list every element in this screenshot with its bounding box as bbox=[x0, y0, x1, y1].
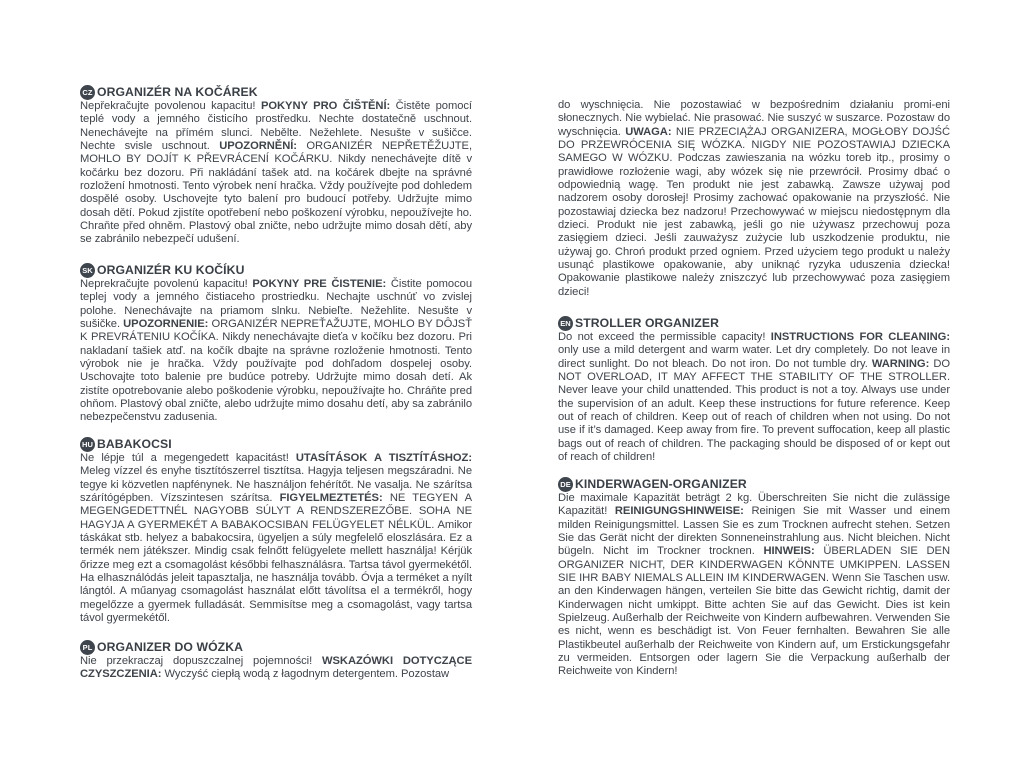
section-title: ORGANIZER DO WÓZKA bbox=[97, 640, 244, 654]
section-title: STROLLER ORGANIZER bbox=[575, 316, 719, 330]
section-text: Nie przekraczaj dopuszczalnej pojemności! WSKAZÓWKI DOTYCZĄCE CZYSZCZENIA: Wyczyść ciepłą wodą z łagodnym detergentem. Pozostaw bbox=[80, 655, 473, 681]
section-sk bbox=[80, 262, 472, 425]
language-badge-en: EN bbox=[558, 316, 573, 331]
section-title: KINDERWAGEN-ORGANIZER bbox=[575, 477, 747, 491]
section-heading bbox=[80, 84, 472, 100]
section-text: Die maximale Kapazität beträgt 2 kg. Überschreiten Sie nicht die zulässige Kapazität! REINIGUNGSHINWEISE: Reinigen Sie mit Wasser und einem milden Reinigungsmittel. Lassen Sie es zum Trocknen aufrecht stehen. Setzen Sie das Gerät nicht der direkten Sonneneinstrahlung aus. Nicht bleichen. Nicht bügeln. Nicht im Trockner trocknen. HINWEIS: ÜBERLADEN SIE DEN ORGANIZER NICHT, DER KINDERWAGEN KÖNNTE UMKIPPEN. LASSEN SIE IHR BABY NIEMALS ALLEIN IM KINDERWAGEN. Wenn Sie Taschen usw. an den Kinderwagen hängen, verteilen Sie bitte das Gewicht richtig, damit der Kinderwagen nicht umkippt. Bitte achten Sie auf das Gewicht. Dies ist kein Spielzeug. Außerhalb der Reichweite von Kindern aufbewahren. Verwenden Sie es nicht, wenn es beschädigt ist. Von Feuer fernhalten. Bewahren Sie alle Plastikbeutel außerhalb der Reichweite von Kindern auf, um Erstickungsgefahr zu vermeiden. Entsorgen oder lagern Sie die Verpackung außerhalb der Reichweite von Kindern! bbox=[558, 492, 951, 678]
section-en bbox=[558, 315, 950, 464]
section-text: Ne lépje túl a megengedett kapacitást! UTASÍTÁSOK A TISZTÍTÁSHOZ: Meleg vízzel és enyhe tisztítószerrel tisztítsa. Hagyja teljesen megszáradni. Ne tegye ki közvetlen napfénynek. Ne használjon fehérítőt. Ne vasalja. Ne szárítsa szárítógépben. Vízszintesen szárítsa. FIGYELMEZTETÉS: NE TEGYEN A MEGENGEDETTNÉL NAGYOBB SÚLYT A RENDSZEREZŐBE. SOHA NE HAGYJA A GYERMEKÉT A BABAKOCSIBAN FELÜGYELET NÉLKÜL. Amikor táskákat stb. helyez a babakocsira, ügyeljen a súly megfelelő eloszlására. Ez a termék nem játékszer. Mindig csak felnőtt felügyelete mellett használja! Kérjük őrizze meg ezt a csomagolást későbbi felhasználásra. Tartsa távol gyermekétől. Ha elhasználódás jeleit tapasztalja, ne használja tovább. Óvja a terméket a nyílt lángtól. A műanyag csomagolást használat előtt távolítsa el a termékről, hogy megelőzze a gyermek fulladását. Semmisítse meg a csomagolást, vagy tartsa távol gyermekétől. bbox=[80, 452, 472, 625]
section-text: Nepřekračujte povolenou kapacitu! POKYNY PRO ČIŠTĚNÍ: Čistěte pomocí teplé vody a jemného čisticího prostředku. Nechte dostatečně uschnout. Nenechávejte na přímém slunci. Nebělte. Nežehlete. Nesušte v sušičce. Nechte svisle uschnout. UPOZORNĚNÍ: ORGANIZÉR NEPŘETĚŽUJTE, MOHLO BY DOJÍT K PŘEVRÁCENÍ KOČÁRKU. Nikdy nenechávejte dítě v kočárku bez dozoru. Při nakládání tašek atd. na kočárek dbejte na správné rozložení hmotnosti. Tento výrobek není hračka. Vždy používejte pod dohledem dospělé osoby. Uschovejte tyto balení pro budoucí potřeby. Udržujte mimo dosah dětí. Pokud zjistíte opotřebení nebo poškození výrobku, nepoužívejte ho. Chraňte před ohněm. Plastový obal zničte, nebo udržujte mimo dosah dětí, aby se zabránilo nebezpečí udušení. bbox=[80, 100, 473, 246]
section-heading bbox=[558, 476, 950, 492]
section-de bbox=[558, 476, 950, 679]
section-title: ORGANIZÉR KU KOČÍKU bbox=[97, 263, 245, 277]
section-pl-continued bbox=[558, 99, 950, 299]
section-heading bbox=[558, 315, 950, 331]
language-badge-cz: CZ bbox=[80, 85, 95, 100]
section-text: do wyschnięcia. Nie pozostawiać w bezpośrednim działaniu promi-eni słonecznych. Nie wybielać. Nie prasować. Nie suszyć w suszarce. Pozostaw do wyschnięcia. UWAGA: NIE PRZECIĄŻAJ ORGANIZERA, MOGŁOBY DOJŚĆ DO PRZEWRÓCENIA SIĘ WÓZKA. NIGDY NIE POZOSTAWIAJ DZIECKA SAMEGO W WÓZKU. Podczas zawieszania na wózku toreb itp., prosimy o prawidłowe rozłożenie wagi, aby wózek się nie przewrócił. Prosimy dbać o odpowiednią wagę. Ten produkt nie jest zabawką. Zawsze używaj pod nadzorem osoby dorosłej! Prosimy zachować opakowanie na przyszłość. Nie pozostawiaj dziecka bez nadzoru! Przechowywać w miejscu niedostępnym dla dzieci. Produkt nie jest zabawką, jeśli go nie używasz przechowuj poza zasięgiem dzieci. Jeśli zauważysz zużycie lub uszkodzenie produktu, nie używaj go. Chroń produkt przed ogniem. Przed użyciem tego produkt u należy usunąć plastikowe opakowanie, aby uniknąć ryzyka uduszenia dziecka! Opakowanie plastikowe należy zniszczyć lub przechowywać poza zasięgiem dzieci! bbox=[558, 99, 950, 298]
section-heading bbox=[80, 639, 472, 655]
section-heading bbox=[80, 436, 472, 452]
section-title: ORGANIZÉR NA KOČÁREK bbox=[97, 85, 258, 99]
language-badge-hu: HU bbox=[80, 437, 95, 452]
section-title: BABAKOCSI bbox=[97, 437, 172, 451]
section-cz bbox=[80, 84, 472, 247]
language-badge-de: DE bbox=[558, 477, 573, 492]
section-text: Neprekračujte povolenú kapacitu! POKYNY PRE ČISTENIE: Čistite pomocou teplej vody a jemného čistiaceho prostriedku. Nechajte uschnúť vo zvislej polohe. Nenechávajte na priamom slnku. Nebieľte. Nežehlite. Nesušte v sušičke. UPOZORNENIE: ORGANIZÉR NEPREŤAŽUJTE, MOHLO BY DÔJSŤ K PREVRÁTENIU KOČÍKA. Nikdy nenechávajte dieťa v kočíku bez dozoru. Pri nakladaní tašiek atď. na kočík dbajte na správne rozloženie hmotnosti. Tento výrobok nie je hračka. Vždy používajte pod dohľadom dospelej osoby. Uschovajte toto balenie pre budúce potreby. Udržujte mimo dosah detí. Ak zistíte opotrebovanie alebo poškodenie výrobku, nepoužívajte ho. Chráňte pred ohňom. Plastový obal zničte, alebo udržujte mimo dosahu detí, aby sa zabránilo nebezpečenstvu zadusenia. bbox=[80, 278, 472, 424]
section-text: Do not exceed the permissible capacity! INSTRUCTIONS FOR CLEANING: only use a mild detergent and warm water. Let dry completely. Do not leave in direct sunlight. Do not bleach. Do not iron. Do not tumble dry. WARNING: DO NOT OVERLOAD, IT MAY AFFECT THE STABILITY OF THE STROLLER. Never leave your child unattended. This product is not a toy. Always use under the supervision of an adult. Keep these instructions for future reference. Keep out of reach of children. Keep out of reach of children when not using. Do not use if it’s damaged. Keep away from fire. To prevent suffocation, keep all plastic bags out of reach of children. The packaging should be disposed of or kept out of reach of children! bbox=[558, 331, 951, 464]
language-badge-sk: SK bbox=[80, 263, 95, 278]
section-hu bbox=[80, 436, 472, 625]
language-badge-pl: PL bbox=[80, 640, 95, 655]
section-pl bbox=[80, 639, 472, 682]
section-heading bbox=[80, 262, 472, 278]
